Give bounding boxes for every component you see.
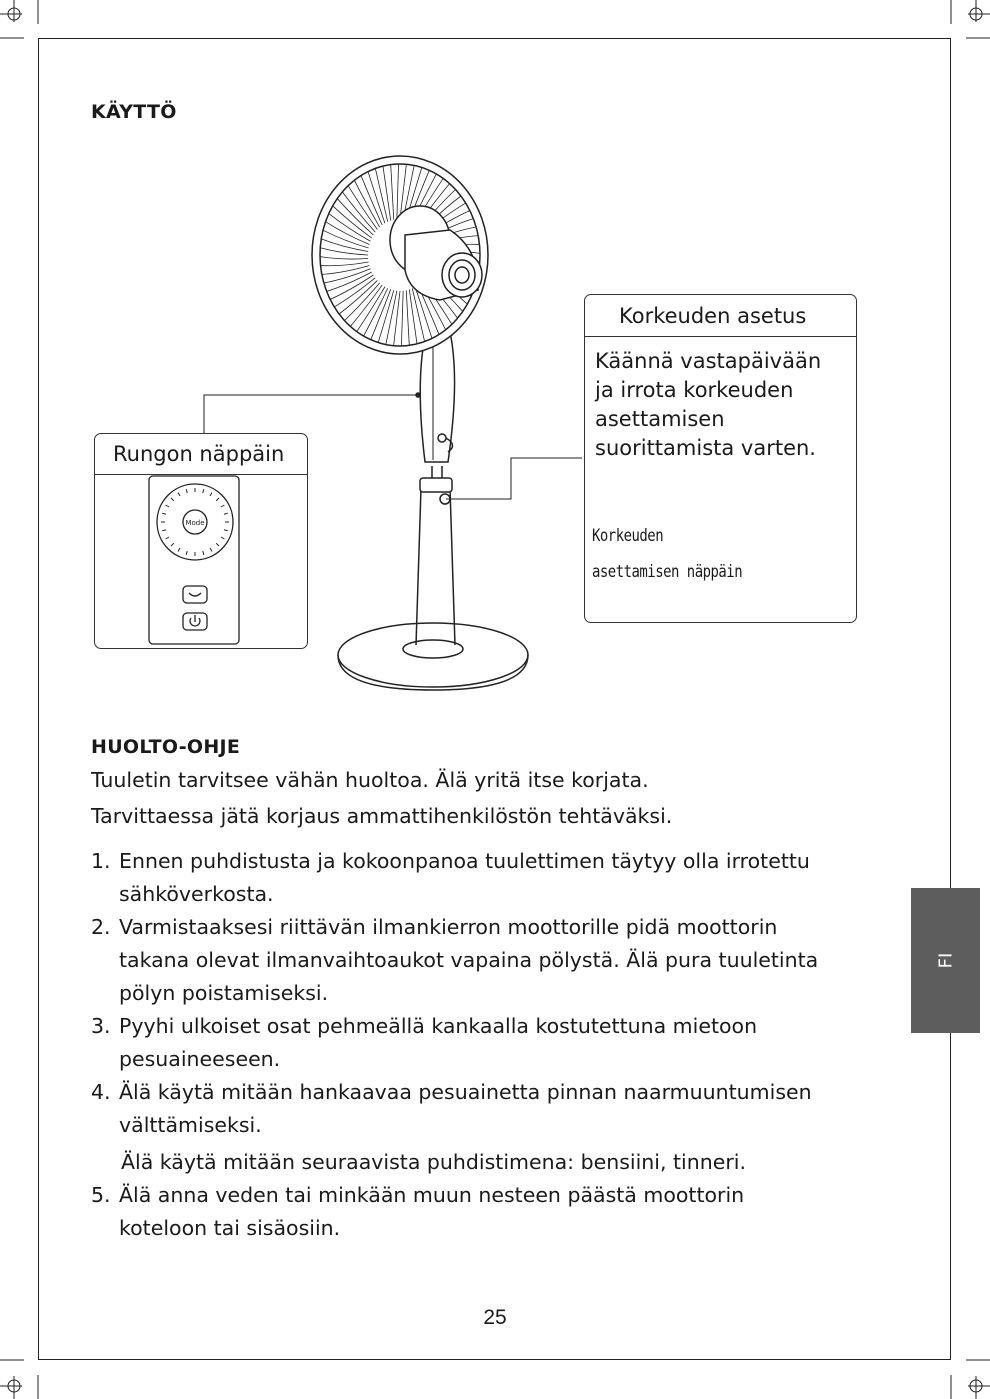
dial-tick: [224, 530, 228, 531]
dial-tick: [186, 489, 187, 493]
intro-line-2: Tarvittaessa jätä korjaus ammattihenkilöstön tehtäväksi.: [91, 804, 673, 828]
callout-height-instructions: Käännä vastapäivään ja irrota korkeuden asettamisen suorittamista varten.: [595, 349, 822, 460]
list-item-note: Älä käytä mitään seuraavista puhdistimena: bensiini, tinneri.: [121, 1150, 746, 1174]
list-item: 1. Ennen puhdistusta ja kokoonpanoa tuulettimen täytyy olla irrotettu sähköverkosta.: [91, 849, 810, 906]
control-panel-drawing: [95, 475, 306, 646]
dial-tick: [178, 493, 180, 496]
crop-mark-bottom-left: [0, 1360, 38, 1399]
page-number: 25: [483, 1306, 507, 1329]
callout-height-title: Korkeuden asetus: [585, 295, 856, 337]
language-tab: [911, 888, 980, 1033]
dial-tick: [210, 548, 212, 551]
list-item: 3. Pyyhi ulkoiset osat pehmeällä kankaalla kostutettuna mietoon pesuaineeseen.: [91, 1014, 758, 1071]
dial-tick: [216, 543, 219, 546]
dial-tick: [210, 493, 212, 496]
intro-line-1: Tuuletin tarvitsee vähän huoltoa. Älä yritä itse korjata.: [91, 768, 649, 792]
dial-tick: [171, 498, 174, 501]
section-title-maintenance: HUOLTO-OHJE: [91, 736, 241, 758]
crop-mark-top-left: [0, 0, 38, 38]
callout-body-button: [94, 433, 308, 649]
dial-tick: [224, 513, 228, 514]
crop-mark-bottom-right: [951, 1360, 990, 1399]
dial-tick: [186, 551, 187, 555]
height-button-label-line2: asettamisen näppäin: [592, 562, 743, 582]
height-button-label-line1: Korkeuden: [592, 526, 664, 546]
dial-tick: [178, 548, 180, 551]
language-tab-label: FI: [934, 952, 956, 969]
dial-tick: [171, 543, 174, 546]
crop-mark-top-right: [951, 0, 990, 38]
list-item: 5. Älä anna veden tai minkään muun nesteen päästä moottorin koteloon tai sisäosiin.: [91, 1183, 745, 1240]
maintenance-list: [91, 845, 901, 1245]
mode-button-label: Mode: [185, 519, 205, 527]
dial-tick: [203, 551, 204, 555]
dial-tick: [166, 537, 169, 539]
list-item: 4. Älä käytä mitään hankaavaa pesuainetta pinnan naarmuuntumisen välttämiseksi.: [91, 1080, 812, 1137]
list-item: 2. Varmistaaksesi riittävän ilmankierron moottorille pidä moottorin takana olevat ilmanvaihtoaukot vapaina pölystä. Älä pura tuuletinta pölyn poistamiseksi.: [91, 915, 819, 1005]
oscillation-button: [183, 586, 207, 603]
dial-tick: [216, 498, 219, 501]
section-title-use: KÄYTTÖ: [91, 101, 177, 123]
dial-tick: [162, 530, 166, 531]
callout-body-title: Rungon näppäin: [95, 434, 307, 475]
dial-tick: [166, 505, 169, 507]
dial-tick: [221, 537, 224, 539]
dial-tick: [221, 505, 224, 507]
dial-tick: [203, 489, 204, 493]
dial-tick: [162, 513, 166, 514]
